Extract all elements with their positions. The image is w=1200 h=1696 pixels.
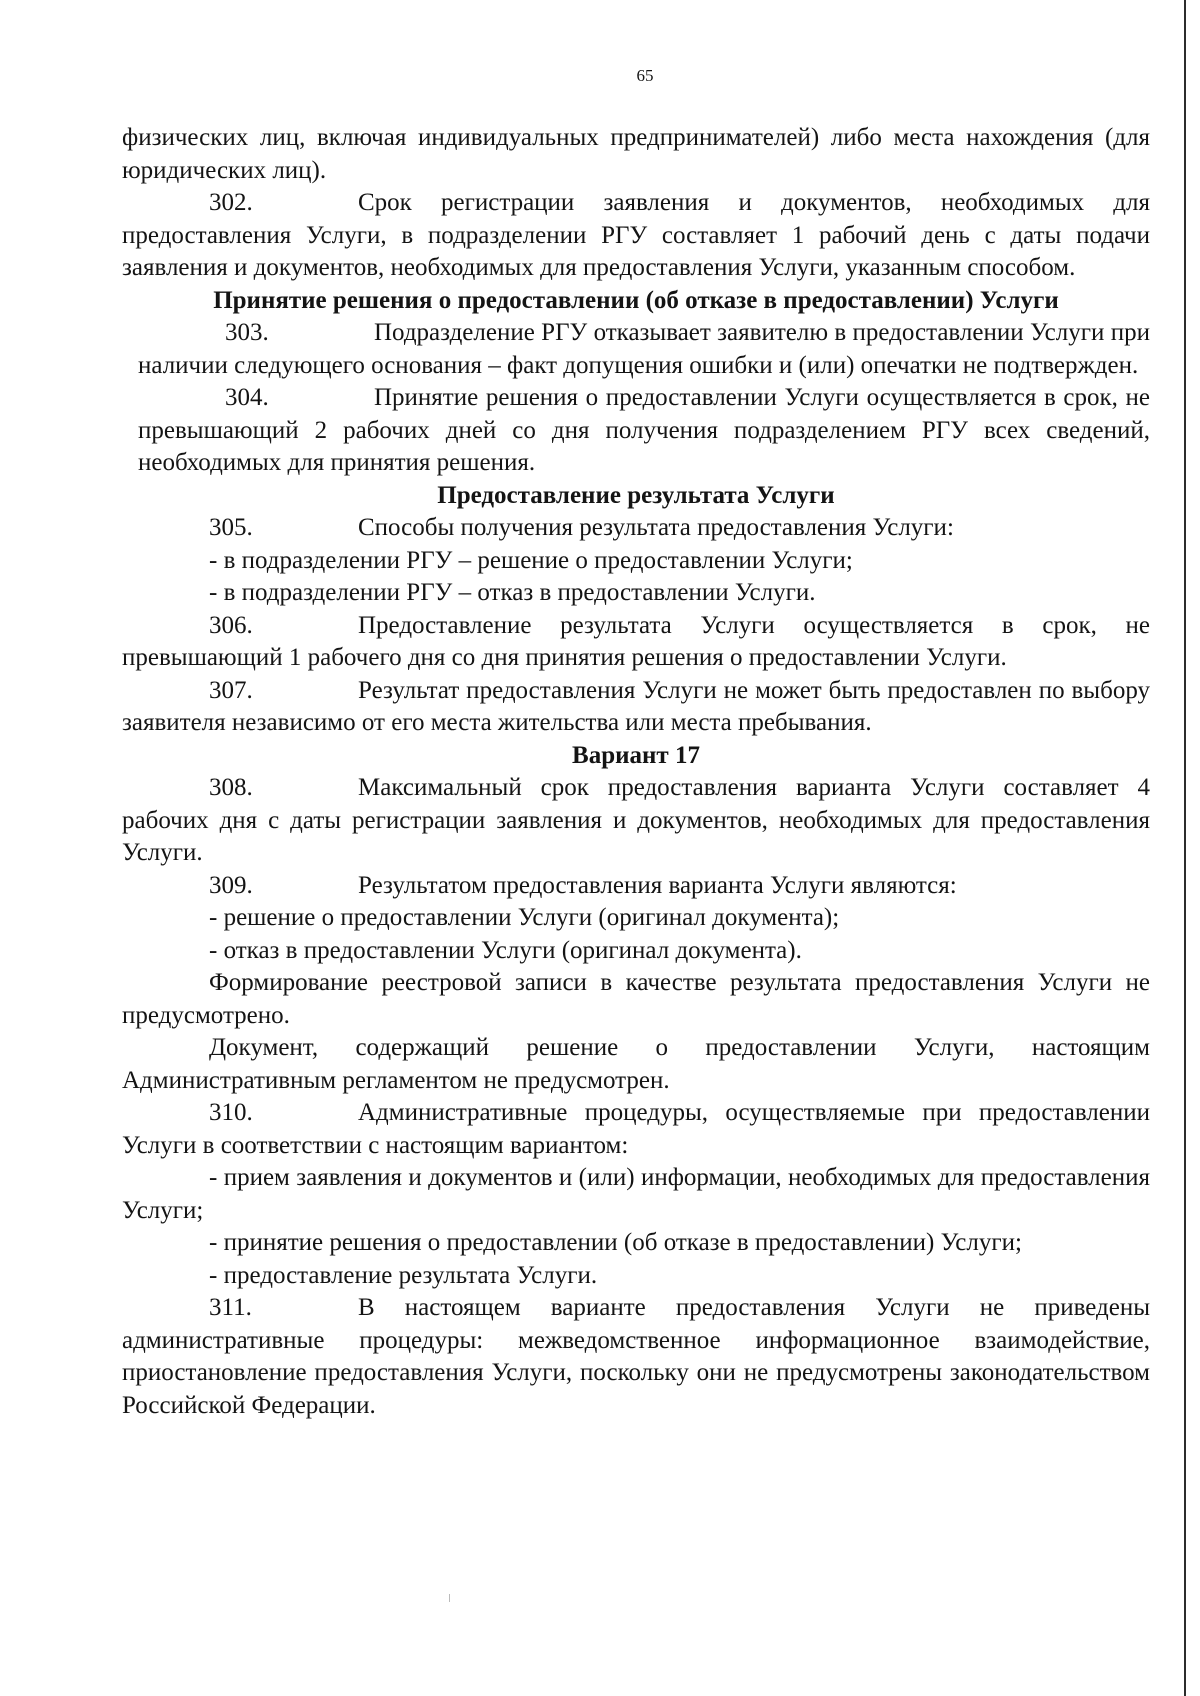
numbered-paragraph — [122, 772, 1150, 870]
paragraph-text: Максимальный срок предоставления варианта Услуги составляет 4 рабочих дня с даты регистрации заявления и документов, необходимых для предоставления Услуги. — [122, 774, 1150, 866]
paragraph-text: Предоставление результата Услуги осуществляется в срок, не превышающий 1 рабочего дня со дня принятия решения о предоставлении Услуги. — [122, 611, 1150, 671]
paragraph-number: 306. — [209, 611, 253, 639]
indented-paragraph: - предоставление результата Услуги. — [209, 1261, 598, 1289]
indented-paragraph: - принятие решения о предоставлении (об отказе в предоставлении) Услуги; — [209, 1229, 1022, 1256]
paragraph-number: 307. — [209, 676, 253, 704]
paragraph-text: Срок регистрации заявления и документов, необходимых для предоставления Услуги, в подразделении РГУ составляет 1 рабочий день с даты подачи заявления и документов, необходимых для предоставления Услуги, указанным способом. — [122, 189, 1150, 281]
paragraph-text: Принятие решения о предоставлении Услуги осуществляется в срок, не превышающий 2 рабочих дней со дня получения подразделением РГУ всех сведений, необходимых для принятия решения. — [138, 384, 1150, 476]
numbered-paragraph — [122, 870, 1150, 903]
section-heading: Принятие решения о предоставлении (об отказе в предоставлении) Услуги — [213, 286, 1059, 314]
paragraph-text: Административные процедуры, осуществляемые при предоставлении Услуги в соответствии с настоящим вариантом: — [122, 1099, 1150, 1159]
numbered-paragraph — [122, 610, 1150, 675]
paragraph-number: 311. — [209, 1294, 252, 1321]
numbered-paragraph — [122, 382, 1150, 480]
numbered-paragraph — [122, 1292, 1150, 1422]
page-number: 65 — [636, 66, 654, 85]
numbered-paragraph — [122, 187, 1150, 285]
paragraph-number: 308. — [209, 774, 253, 801]
indented-paragraph: - в подразделении РГУ – отказ в предоставлении Услуги. — [209, 579, 816, 606]
numbered-paragraph — [122, 317, 1150, 382]
paragraph-text: Результатом предоставления варианта Услуги являются: — [358, 871, 957, 899]
paragraph-number: 310. — [209, 1099, 253, 1126]
section-heading: Предоставление результата Услуги — [437, 481, 835, 509]
numbered-paragraph — [122, 512, 1150, 545]
indented-paragraph: - отказ в предоставлении Услуги (оригинал документа). — [209, 936, 802, 964]
scan-edge-line — [1184, 0, 1186, 1696]
paragraph-number: 309. — [209, 871, 253, 899]
paragraph-text: Способы получения результата предоставления Услуги: — [358, 514, 954, 541]
paragraph-text: Подразделение РГУ отказывает заявителю в предоставлении Услуги при наличии следующего основания – факт допущения ошибки и (или) опечатки не подтвержден. — [138, 319, 1150, 379]
document-body — [122, 122, 1150, 1422]
continuation-paragraph: физических лиц, включая индивидуальных предпринимателей) либо места нахождения (для юридических лиц). — [122, 124, 1150, 184]
indented-paragraph: Документ, содержащий решение о предоставлении Услуги, настоящим Административным регламентом не предусмотрен. — [122, 1034, 1150, 1094]
paragraph-number: 302. — [209, 189, 253, 216]
scan-mark — [449, 1594, 450, 1602]
indented-paragraph: - в подразделении РГУ – решение о предоставлении Услуги; — [209, 546, 853, 574]
paragraph-text: Результат предоставления Услуги не может быть предоставлен по выбору заявителя независимо от его места жительства или места пребывания. — [122, 676, 1150, 736]
numbered-paragraph — [122, 675, 1150, 740]
section-heading: Вариант 17 — [572, 741, 700, 769]
paragraph-text: В настоящем варианте предоставления Услуги не приведены административные процедуры: межведомственное информационное взаимодействие, приостановление предоставления Услуги, поскольку они не предусмотрены законодательством Российской Федерации. — [122, 1294, 1150, 1419]
paragraph-number: 304. — [225, 384, 269, 411]
paragraph-number: 305. — [209, 514, 253, 541]
numbered-paragraph — [122, 1097, 1150, 1162]
indented-paragraph: - прием заявления и документов и (или) информации, необходимых для предоставления Услуги; — [122, 1164, 1150, 1224]
indented-paragraph: - решение о предоставлении Услуги (оригинал документа); — [209, 904, 840, 931]
indented-paragraph: Формирование реестровой записи в качестве результата предоставления Услуги не предусмотрено. — [122, 969, 1150, 1029]
paragraph-number: 303. — [225, 319, 269, 346]
